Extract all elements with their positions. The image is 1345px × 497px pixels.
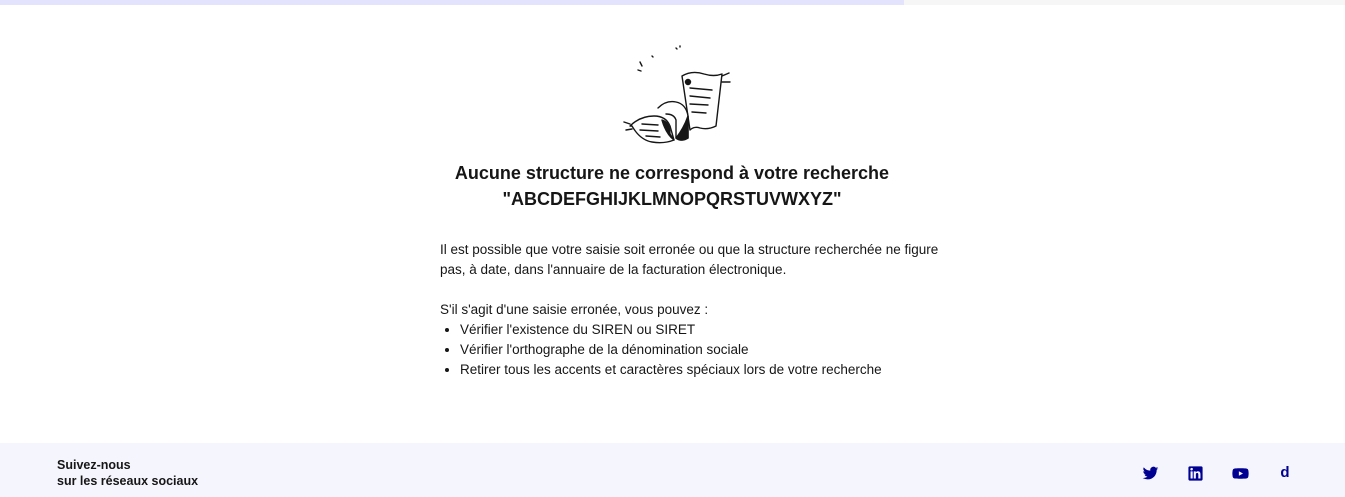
footer-social: [0, 443, 1345, 497]
suggestion-item: • Vérifier l'existence du SIREN ou SIRET: [460, 320, 940, 340]
footer-title-line2: sur les réseaux sociaux: [57, 474, 199, 488]
search-query-text: "ABCDEFGHIJKLMNOPQRSTUVWXYZ": [502, 189, 842, 209]
top-progress-bar: [0, 0, 1345, 5]
youtube-icon[interactable]: [1230, 463, 1250, 483]
suggestion-item: • Vérifier l'orthographe de la dénomination sociale: [460, 340, 940, 360]
suggestion-item: • Retirer tous les accents et caractères spéciaux lors de votre recherche: [460, 360, 940, 380]
empty-state-help: [440, 240, 940, 380]
twitter-icon[interactable]: [1140, 463, 1160, 483]
suggestions-list: [440, 320, 940, 380]
footer-title-line1: Suivez-nous: [57, 458, 131, 472]
suggestions-intro: S'il s'agit d'une saisie erronée, vous pouvez :: [440, 302, 709, 317]
help-paragraph: Il est possible que votre saisie soit erronée ou que la structure recherchée ne figure pas, à date, dans l'annuaire de la facturation électronique.: [440, 242, 939, 277]
document-scroll-illustration: [612, 42, 736, 146]
dailymotion-icon[interactable]: d: [1280, 464, 1290, 481]
footer-social-title: [57, 457, 198, 489]
linkedin-icon[interactable]: [1185, 463, 1205, 483]
empty-state-title: [372, 160, 972, 212]
empty-state-title-text: Aucune structure ne correspond à votre recherche: [454, 163, 890, 183]
top-progress-fill: [0, 0, 904, 5]
